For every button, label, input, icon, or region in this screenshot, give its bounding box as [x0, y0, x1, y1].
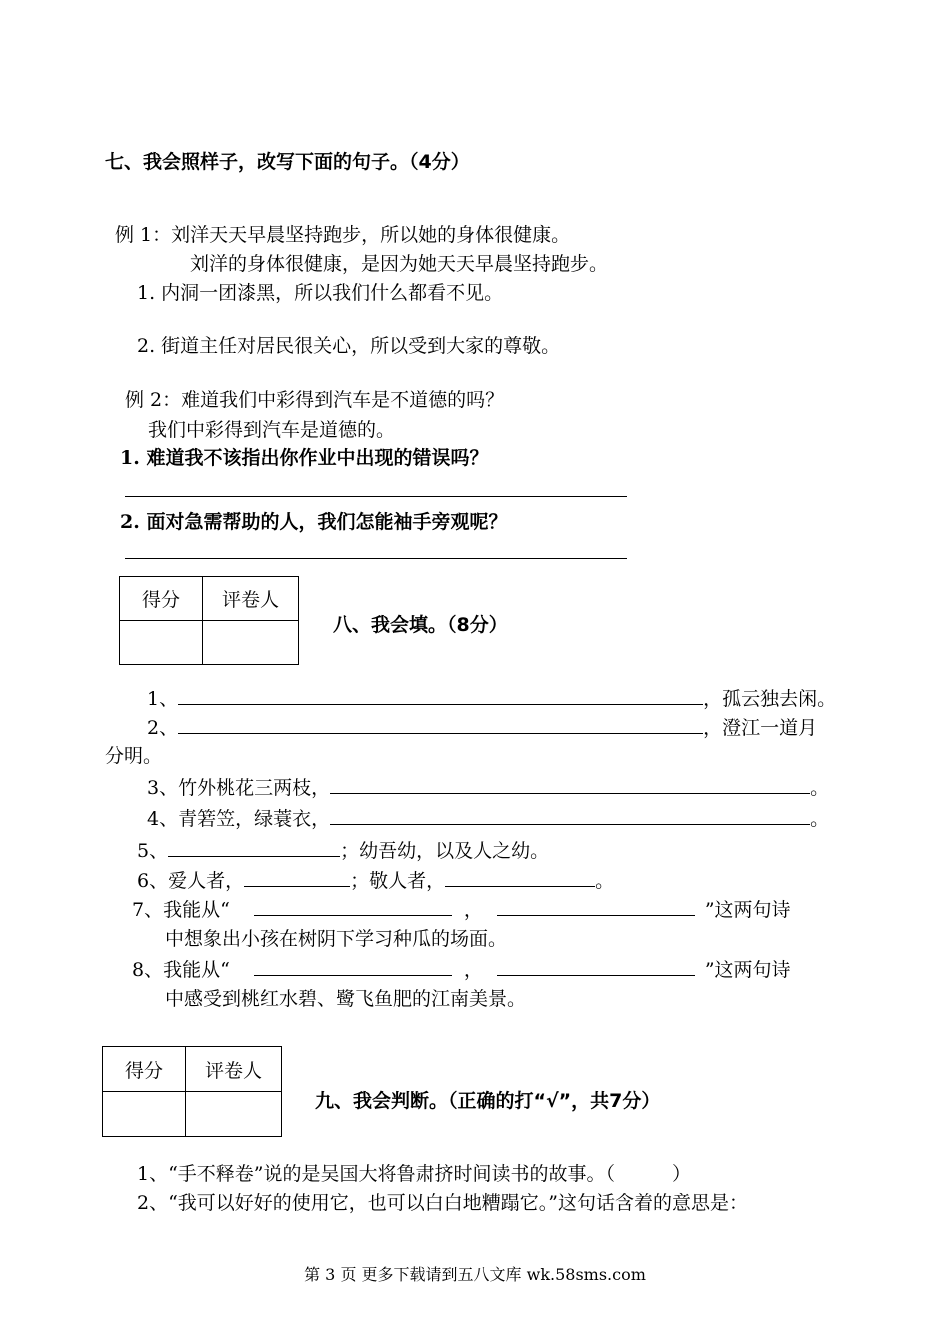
example2-rewrite: 我们中彩得到汽车是道德的。 — [148, 419, 396, 441]
fill-blank[interactable] — [330, 775, 810, 794]
example2-item-1: 1. 难道我不该指出你作业中出现的错误吗？ — [120, 447, 489, 469]
score-label: 得分 — [120, 577, 203, 621]
q6-part-c: 。 — [595, 870, 615, 892]
score-cell[interactable] — [103, 1092, 186, 1137]
score-label: 得分 — [103, 1047, 186, 1092]
q2-tail: ，澄江一道月 — [703, 717, 818, 739]
q3-tail: 。 — [810, 777, 830, 799]
grader-cell[interactable] — [186, 1092, 282, 1137]
s8-question-5 — [137, 838, 549, 863]
score-table — [119, 576, 299, 665]
q2-continuation: 分明。 — [105, 745, 163, 767]
q7-part-b: ”这两句诗 — [704, 899, 791, 921]
example1-label: 例 1：刘洋天天早晨坚持跑步，所以她的身体很健康。 — [115, 224, 571, 246]
answer-line[interactable] — [125, 558, 627, 559]
score-table — [102, 1046, 282, 1137]
s9-question-1: 1、“手不释卷”说的是吴国大将鲁肃挤时间读书的故事。（ ） — [137, 1163, 692, 1185]
section7-title: 七、我会照样子，改写下面的句子。（4分） — [105, 151, 470, 173]
fill-blank[interactable] — [445, 868, 595, 887]
q1-tail: ，孤云独去闲。 — [703, 688, 837, 710]
s8-question-3 — [147, 775, 829, 800]
q3-text: 3、竹外桃花三两枝， — [147, 777, 331, 799]
example2-item-2: 2. 面对急需帮助的人，我们怎能袖手旁观呢？ — [120, 511, 508, 533]
s8-question-1 — [147, 686, 836, 711]
q1-number: 1、 — [147, 688, 179, 710]
s8-question-6 — [137, 868, 614, 893]
fill-blank[interactable] — [254, 897, 452, 916]
q6-part-b: ；敬人者， — [350, 870, 446, 892]
q2-number: 2、 — [147, 717, 179, 739]
s8-question-8 — [132, 957, 791, 982]
page-footer: 第 3 页 更多下载请到五八文库 wk.58sms.com — [304, 1265, 646, 1284]
grader-label: 评卷人 — [203, 577, 299, 621]
q8-comma: ， — [463, 959, 483, 981]
fill-blank[interactable] — [497, 897, 695, 916]
q7-comma: ， — [463, 899, 483, 921]
section8-title: 八、我会填。（8分） — [333, 614, 508, 636]
q5-tail: ；幼吾幼，以及人之幼。 — [340, 840, 550, 862]
q4-tail: 。 — [810, 808, 830, 830]
example1-item-2: 2. 街道主任对居民很关心，所以受到大家的尊敬。 — [137, 335, 561, 357]
fill-blank[interactable] — [178, 715, 703, 734]
s9-question-2: 2、“我可以好好的使用它，也可以白白地糟蹋它。”这句话含着的意思是： — [137, 1192, 749, 1214]
grader-label: 评卷人 — [186, 1047, 282, 1092]
example1-item-1: 1. 内洞一团漆黑，所以我们什么都看不见。 — [137, 282, 504, 304]
grader-cell[interactable] — [203, 621, 299, 665]
q6-part-a: 6、爱人者， — [137, 870, 245, 892]
s8-question-4 — [147, 806, 829, 831]
q8-part-b: ”这两句诗 — [704, 959, 791, 981]
example2-label: 例 2：难道我们中彩得到汽车是不道德的吗？ — [125, 389, 505, 411]
s8-question-7 — [132, 897, 791, 922]
q8-part-a: 8、我能从“ — [132, 959, 230, 981]
section9-title: 九、我会判断。（正确的打“√”，共7分） — [315, 1090, 661, 1112]
fill-blank[interactable] — [254, 957, 452, 976]
score-cell[interactable] — [120, 621, 203, 665]
q7-part-a: 7、我能从“ — [132, 899, 230, 921]
fill-blank[interactable] — [178, 686, 703, 705]
fill-blank[interactable] — [244, 868, 350, 887]
fill-blank[interactable] — [497, 957, 695, 976]
q8-continuation: 中感受到桃红水碧、鹭飞鱼肥的江南美景。 — [165, 988, 527, 1010]
example1-rewrite: 刘洋的身体很健康，是因为她天天早晨坚持跑步。 — [190, 253, 609, 275]
q7-continuation: 中想象出小孩在树阴下学习种瓜的场面。 — [165, 928, 508, 950]
q5-number: 5、 — [137, 840, 169, 862]
s8-question-2 — [147, 715, 817, 740]
answer-line[interactable] — [125, 496, 627, 497]
fill-blank[interactable] — [330, 806, 810, 825]
q4-text: 4、青箬笠，绿蓑衣， — [147, 808, 331, 830]
fill-blank[interactable] — [168, 838, 340, 857]
